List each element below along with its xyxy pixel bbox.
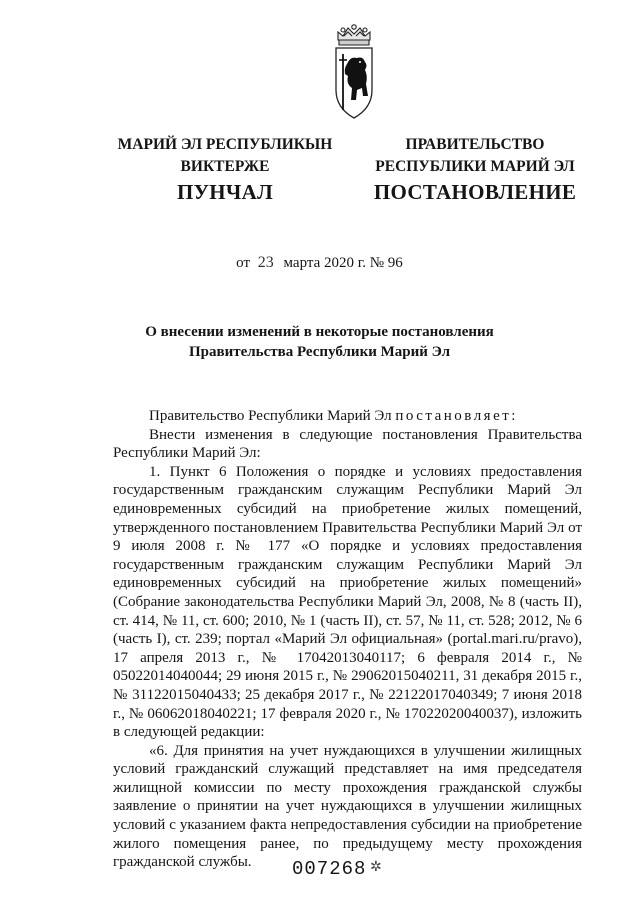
header-left-line1: МАРИЙ ЭЛ РЕСПУБЛИКЫН [117,136,333,153]
document-title [0,322,639,362]
serial-number: 007268 [292,858,367,880]
title-line2: Правительства Республики Марий Эл [188,344,451,360]
header-right-line1: ПРАВИТЕЛЬСТВО [405,136,545,153]
date-prefix: от [236,255,251,271]
header-left-doc-type: ПУНЧАЛ [176,180,274,204]
paragraph-1-start: Правительство Республики Марий Эл [149,408,392,424]
paragraph-3: 1. Пункт 6 Положения о порядке и условиях предоставления государственным гражданским служащим Республики Марий Эл единовременных субсидий на приобретение жилых помещений, утвержденного постановлением Правительства Республики Марий Эл от 9 июля 2008 г. № 177 «О порядке и условиях предоставления государственным гражданским служащим Республики Марий Эл единовременных субсидий на приобретение жилых помещений» (Собрание законодательства Республики Марий Эл, 2008, № 8 (часть II), ст. 414, № 11, ст. 600; 2010, № 1 (часть II), ст. 57, № 11, ст. 528; 2012, № 6 (часть I), ст. 239; портал «Марий Эл официальная» (portal.mari.ru/pravo), 17 апреля 2013 г., № 17042013040117; 6 февраля 2014 г., № 05022014040044; 29 июня 2015 г., № 29062015040211, 31 декабря 2015 г., № 31122015040433; 25 декабря 2017 г., № 22122017040349; 7 июня 2018 г., № 06062018040221; 17 февраля 2020 г., № 17022020040037), изложить в следующей редакции: [113,463,582,741]
date-rest: марта 2020 г. № 96 [283,255,403,271]
date-line [0,254,639,272]
header-right-line2: РЕСПУБЛИКИ МАРИЙ ЭЛ [375,158,575,175]
title-line1: О внесении изменений в некоторые постановления [145,324,494,340]
document-body [113,407,582,872]
date-day: 23 [257,254,274,271]
header-left-line2: ВИКТЕРЖЕ [180,158,270,175]
paragraph-1-spaced: постановляет: [395,408,518,424]
asterisk-mark-icon: ✲ [370,860,382,875]
paragraph-4: «6. Для принятия на учет нуждающихся в улучшении жилищных условий гражданский служащий представляет на имя председателя жилищной комиссии по месту прохождения гражданской службы заявление о принятии на учет нуждающихся в улучшении жилищных условий с указанием факта непредоставления субсидии на приобретение жилого помещения ранее, по предыдущему месту прохождения гражданской службы. [113,742,582,871]
paragraph-1 [113,407,582,426]
paragraph-2: Внести изменения в следующие постановления Правительства Республики Марий Эл: [113,426,582,462]
header-right-doc-type: ПОСТАНОВЛЕНИЕ [373,180,577,204]
coat-of-arms-icon [330,18,378,126]
